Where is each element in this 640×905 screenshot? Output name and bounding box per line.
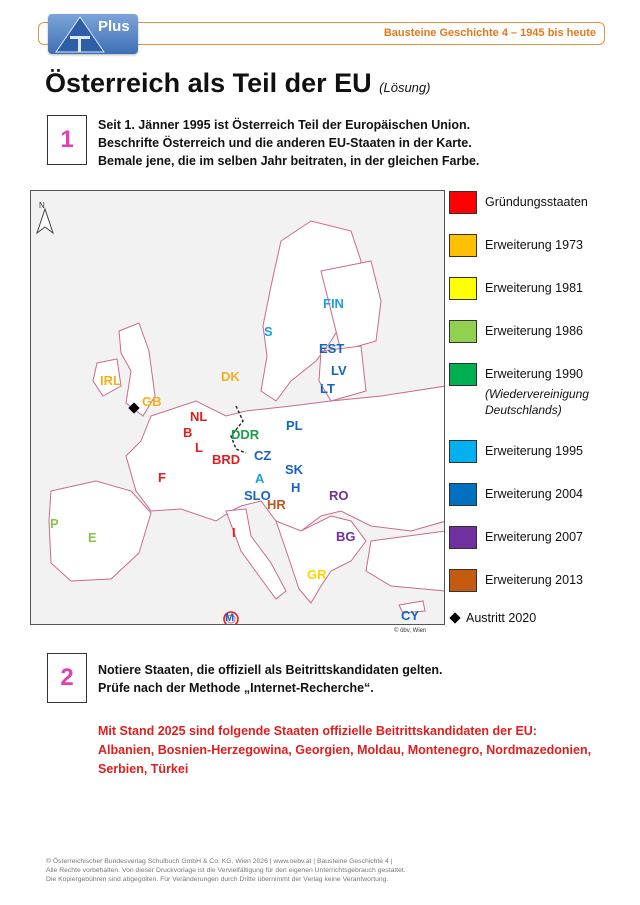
legend-swatch	[449, 277, 477, 300]
legend-item	[449, 525, 583, 549]
country-label-sk: SK	[285, 462, 304, 477]
task-1-line-1: Seit 1. Jänner 1995 ist Österreich Teil der Europäischen Union.	[98, 118, 471, 132]
legend-label: Erweiterung 2004	[485, 487, 583, 501]
footer-line-1: © Österreichischer Bundesverlag Schulbuch GmbH & Co. KG, Wien 2026 | www.oebv.at | Bausteine Geschichte 4 |	[46, 858, 393, 865]
country-label-cz: CZ	[254, 448, 272, 463]
legend-item	[449, 568, 583, 592]
page-title	[45, 68, 430, 99]
legend-note-line-1: (Wiedervereinigung	[485, 387, 589, 401]
country-label-est: EST	[319, 341, 345, 356]
europe-map	[30, 190, 445, 625]
legend-label: Erweiterung 2013	[485, 573, 583, 587]
legend-label: Gründungsstaaten	[485, 195, 588, 209]
country-label-ro: RO	[329, 488, 349, 503]
task-1-line-2: Beschrifte Österreich und die anderen EU-Staaten in der Karte.	[98, 136, 472, 150]
legend-item	[449, 482, 583, 506]
task-2-line-2: Prüfe nach der Methode „Internet-Recherche“.	[98, 681, 374, 695]
answer-line-2: Albanien, Bosnien-Herzegowina, Georgien, Moldau, Montenegro, Nordmazedonien,	[98, 743, 592, 757]
country-label-gr: GR	[307, 567, 327, 582]
task-number-2: 2	[47, 653, 87, 703]
task-number-1: 1	[47, 115, 87, 165]
footer-line-3: Die Kopiergebühren sind abgegolten. Für Veränderungen durch Dritte übernimmt der Verlag keine Verantwortung.	[46, 876, 389, 883]
legend-item	[449, 362, 583, 386]
legend-exit-diamond-icon	[451, 614, 459, 622]
map-copyright: © öbv, Wien	[394, 628, 427, 634]
legend-item	[449, 233, 583, 257]
logo-text: Plus	[98, 18, 130, 35]
country-label-a: A	[255, 471, 265, 486]
legend-swatch	[449, 320, 477, 343]
legend-item	[449, 190, 588, 214]
legend-exit-label: Austritt 2020	[466, 611, 537, 625]
country-label-b: B	[183, 425, 193, 440]
country-label-bg: BG	[336, 529, 356, 544]
legend-note	[485, 386, 589, 418]
country-label-ddr: DDR	[231, 427, 260, 442]
country-label-i: I	[232, 525, 236, 540]
legend-note-line-2: Deutschlands)	[485, 403, 562, 417]
country-label-s: S	[264, 324, 273, 339]
legend-swatch	[449, 363, 477, 386]
legend-swatch	[449, 191, 477, 214]
page-subtitle: (Lösung)	[379, 80, 431, 95]
country-label-lv: LV	[331, 363, 347, 378]
legend-label: Erweiterung 1986	[485, 324, 583, 338]
legend-item	[449, 276, 583, 300]
country-label-slo: SLO	[244, 488, 271, 503]
country-label-l: L	[195, 440, 203, 455]
country-label-e: E	[88, 530, 97, 545]
north-arrow-label: N	[39, 201, 45, 210]
legend-label: Erweiterung 1990	[485, 367, 583, 381]
country-label-dk: DK	[221, 369, 240, 384]
legend-label: Erweiterung 1981	[485, 281, 583, 295]
legend-label: Erweiterung 1973	[485, 238, 583, 252]
country-label-p: P	[50, 516, 59, 531]
task-1-line-3: Bemale jene, die im selben Jahr beitraten, in der gleichen Farbe.	[98, 154, 480, 168]
legend-swatch	[449, 526, 477, 549]
task-1-text	[98, 116, 479, 170]
header-title: Bausteine Geschichte 4 – 1945 bis heute	[383, 27, 596, 39]
answer-text	[98, 722, 608, 779]
legend-item	[449, 319, 583, 343]
map-graphic	[31, 191, 445, 625]
footer	[46, 857, 406, 884]
answer-line-3: Serbien, Türkei	[98, 762, 189, 776]
country-label-cy: CY	[401, 608, 420, 623]
legend-swatch	[449, 483, 477, 506]
country-label-fin: FIN	[323, 296, 344, 311]
country-label-f: F	[158, 470, 166, 485]
country-label-m: M	[225, 612, 235, 624]
country-label-irl: IRL	[100, 373, 121, 388]
legend-swatch	[449, 440, 477, 463]
task-2-text	[98, 661, 443, 697]
country-label-h: H	[291, 480, 301, 495]
country-label-brd: BRD	[212, 452, 241, 467]
legend-swatch	[449, 569, 477, 592]
legend-label: Erweiterung 2007	[485, 530, 583, 544]
page-title-text: Österreich als Teil der EU	[45, 68, 372, 98]
legend-swatch	[449, 234, 477, 257]
country-label-lt: LT	[320, 381, 335, 396]
legend-label: Erweiterung 1995	[485, 444, 583, 458]
country-label-pl: PL	[286, 418, 303, 433]
country-label-nl: NL	[190, 409, 208, 424]
country-label-gb: GB	[142, 394, 162, 409]
task-2-line-1: Notiere Staaten, die offiziell als Beitrittskandidaten gelten.	[98, 663, 443, 677]
answer-line-1: Mit Stand 2025 sind folgende Staaten offizielle Beitrittskandidaten der EU:	[98, 724, 537, 738]
footer-line-2: Alle Rechte vorbehalten. Von dieser Druckvorlage ist die Vervielfältigung für den eigenen Unterrichtsgebrauch gestattet.	[46, 867, 406, 874]
legend-item	[449, 439, 583, 463]
country-label-hr: HR	[267, 497, 286, 512]
